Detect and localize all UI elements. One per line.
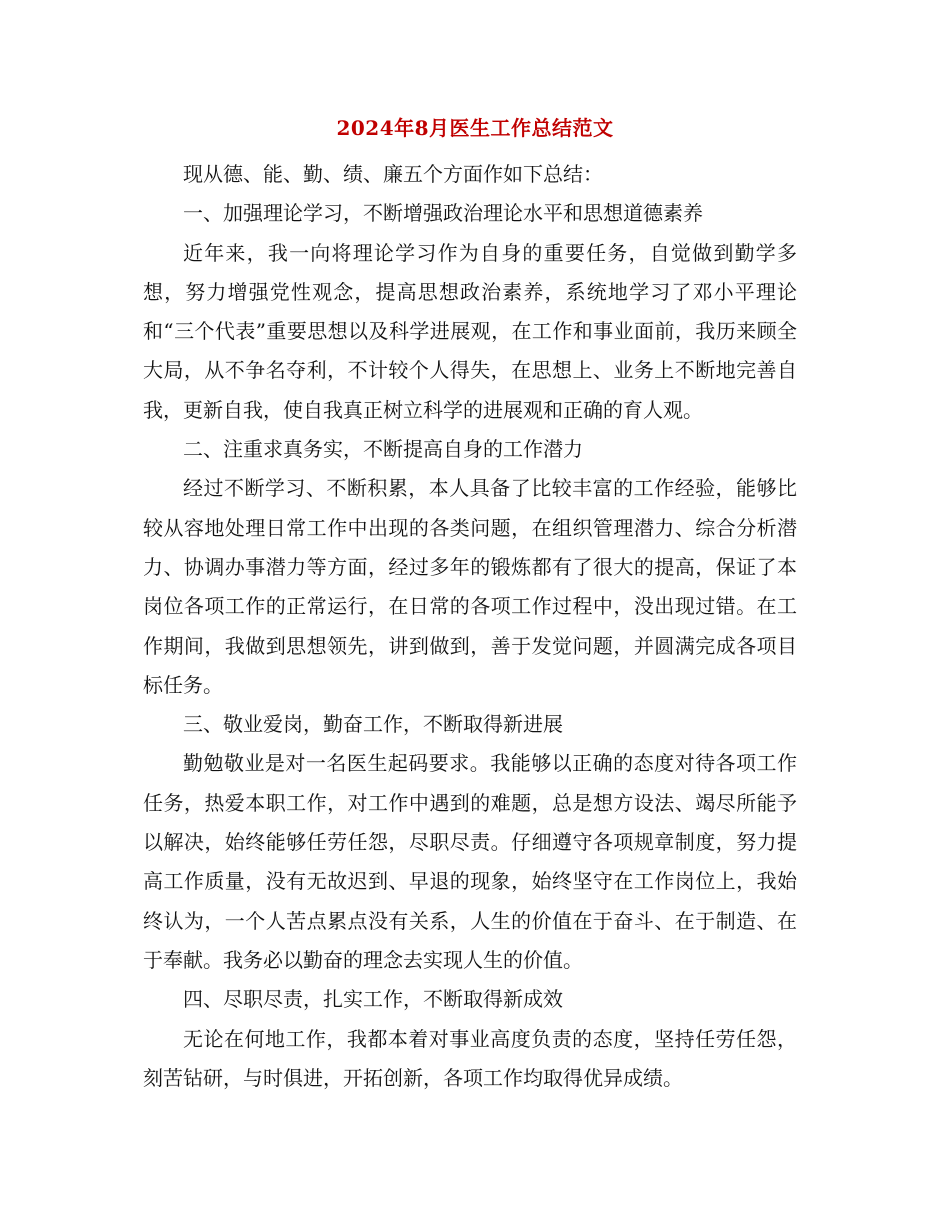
section-heading-3: 三、敬业爱岗，勤奋工作，不断取得新进展 [183,712,563,737]
section-heading-4: 四、尽职尽责，扎实工作，不断取得新成效 [183,987,563,1012]
document-body [143,155,797,1098]
document-title: 2024年8月医生工作总结范文 [336,116,614,140]
section-paragraph-3: 勤勉敬业是对一名医生起码要求。我能够以正确的态度对待各项工作任务，热爱本职工作，对工作中遇到的难题，总是想方设法、竭尽所能予以解决，始终能够任劳任怨，尽职尽责。仔细遵守各项规章制度，努力提高工作质量，没有无故迟到、早退的现象，始终坚守在工作岗位上，我始终认为，一个人苦点累点没有关系，人生的价值在于奋斗、在于制造、在于奉献。我务必以勤奋的理念去实现人生的价值。 [143,751,797,972]
section-heading-1: 一、加强理论学习，不断增强政治理论水平和思想道德素养 [183,201,703,226]
section-heading-2: 二、注重求真务实，不断提高自身的工作潜力 [183,437,583,462]
section-paragraph-4: 无论在何地工作，我都本着对事业高度负责的态度，坚持任劳任怨，刻苦钻研，与时俱进，开拓创新，各项工作均取得优异成绩。 [143,1026,797,1090]
section-paragraph-1: 近年来，我一向将理论学习作为自身的重要任务，自觉做到勤学多想，努力增强党性观念，提高思想政治素养，系统地学习了邓小平理论和“三个代表”重要思想以及科学进展观，在工作和事业面前，我历来顾全大局，从不争名夺利，不计较个人得失，在思想上、业务上不断地完善自我，更新自我，使自我真正树立科学的进展观和正确的育人观。 [143,240,797,422]
section-paragraph-2: 经过不断学习、不断积累，本人具备了比较丰富的工作经验，能够比较从容地处理日常工作中出现的各类问题，在组织管理潜力、综合分析潜力、协调办事潜力等方面，经过多年的锻炼都有了很大的提高，保证了本岗位各项工作的正常运行，在日常的各项工作过程中，没出现过错。在工作期间，我做到思想领先，讲到做到，善于发觉问题，并圆满完成各项目标任务。 [143,476,797,697]
intro-paragraph: 现从德、能、勤、绩、廉五个方面作如下总结： [183,162,603,186]
